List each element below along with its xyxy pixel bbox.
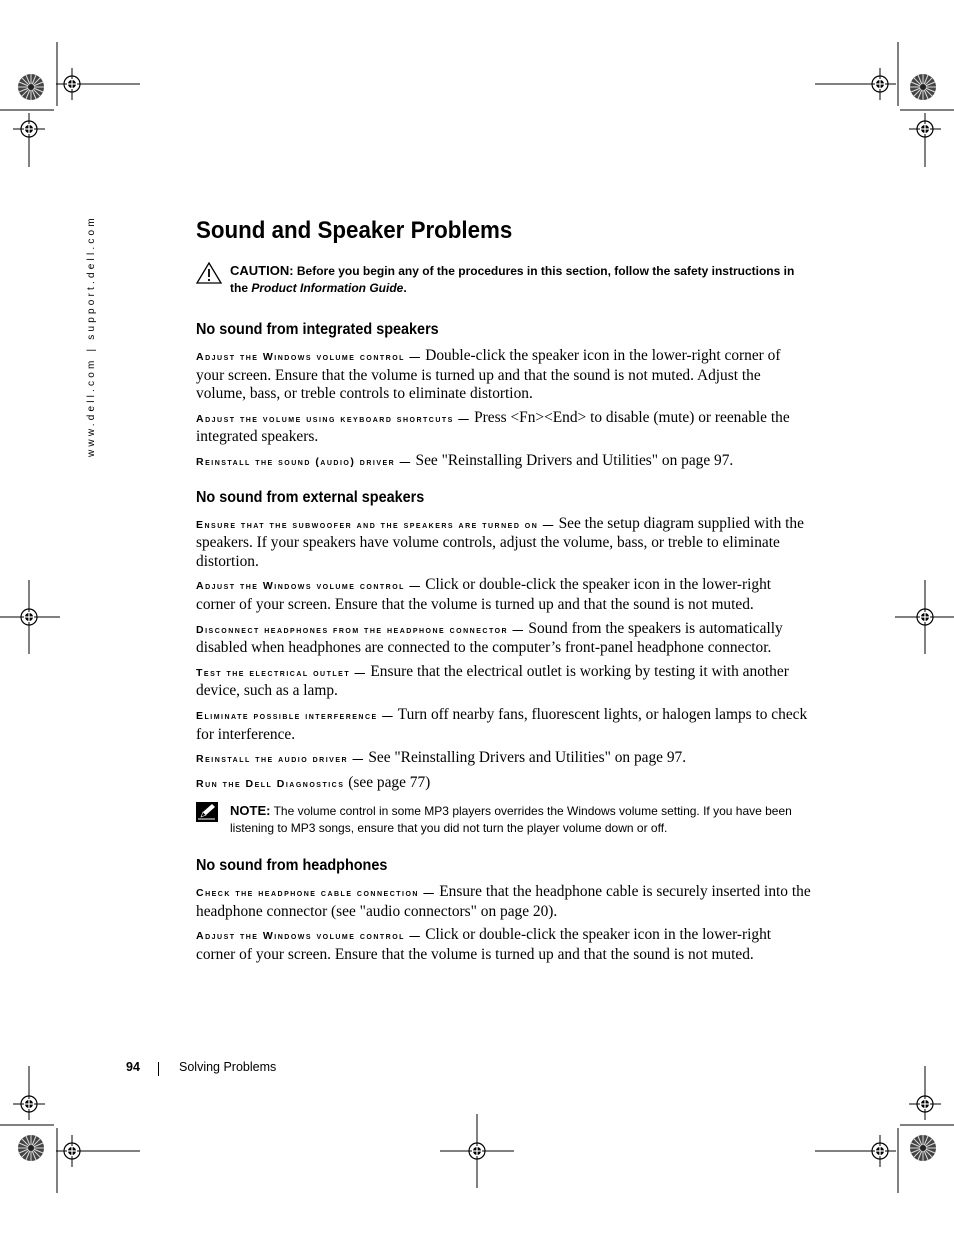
section-integrated-speakers xyxy=(196,320,812,472)
caution-end: . xyxy=(403,281,407,295)
item-lead: Adjust the volume using keyboard shortcuts — xyxy=(196,412,471,425)
item-lead: Eliminate possible interference — xyxy=(196,709,395,722)
item-text: Ensure that the headphone cable is securely inserted into the headphone connector (see "audio connectors" on page 20). xyxy=(196,883,811,920)
item-text: See "Reinstalling Drivers and Utilities" on page 97. xyxy=(415,451,734,469)
list-item xyxy=(196,409,812,447)
caution-text: Before you begin any of the procedures in this section, follow the safety instructions in the xyxy=(230,264,795,295)
item-lead: Run the Dell Diagnostics xyxy=(196,777,345,790)
list-item xyxy=(196,706,812,744)
section-heading: No sound from external speakers xyxy=(196,488,425,506)
footer-section-label: Solving Problems xyxy=(179,1060,277,1074)
item-lead: Ensure that the subwoofer and the speakers are turned on — xyxy=(196,518,555,531)
item-text: Press <Fn><End> to disable (mute) or reenable the integrated speakers. xyxy=(196,408,790,446)
main-content xyxy=(196,214,812,970)
list-item xyxy=(196,774,812,794)
list-item xyxy=(196,926,812,964)
item-lead: Adjust the Windows volume control — xyxy=(196,930,422,943)
list-item xyxy=(196,576,812,614)
item-text: Click or double-click the speaker icon in the lower-right corner of your screen. Ensure that the volume is turned up and that the sound is not muted. xyxy=(196,576,772,613)
page-title: Sound and Speaker Problems xyxy=(196,217,513,244)
item-lead: Disconnect headphones from the headphone connector — xyxy=(196,623,525,636)
item-text: Double-click the speaker icon in the lower-right corner of your screen. Ensure that the volume is turned up and that the sound is not muted. Adjust the volume, bass, or treble controls to eliminate distortion. xyxy=(196,347,781,403)
note-block xyxy=(196,802,812,837)
warning-triangle-icon xyxy=(196,262,222,289)
item-text: See "Reinstalling Drivers and Utilities" on page 97. xyxy=(368,749,687,767)
item-text: Click or double-click the speaker icon in the lower-right corner of your screen. Ensure that the volume is turned up and that the sound is not muted. xyxy=(196,926,772,964)
list-item xyxy=(196,749,812,769)
item-lead: Adjust the Windows volume control — xyxy=(196,580,422,593)
list-item xyxy=(196,620,812,658)
caution-label: CAUTION: xyxy=(230,263,294,278)
item-lead: Adjust the Windows volume control — xyxy=(196,351,422,363)
section-headphones xyxy=(196,856,812,964)
item-lead: Reinstall the sound (audio) driver — xyxy=(196,455,412,468)
section-heading: No sound from integrated speakers xyxy=(196,321,439,338)
footer-divider xyxy=(158,1062,159,1076)
item-text: Turn off nearby fans, fluorescent lights, or halogen lamps to check for interference. xyxy=(196,705,808,743)
page-number: 94 xyxy=(126,1060,140,1074)
item-text: See the setup diagram supplied with the speakers. If your speakers have volume controls, adjust the volume, bass, or treble to eliminate distortion. xyxy=(196,514,804,570)
sidebar-url-text: www.dell.com | support.dell.com xyxy=(86,215,97,457)
pencil-note-icon xyxy=(196,802,218,827)
item-text: Sound from the speakers is automatically disabled when headphones are connected to the computer’s front-panel headphone connector. xyxy=(196,619,783,657)
item-text: (see page 77) xyxy=(348,773,431,791)
item-text: Ensure that the electrical outlet is working by testing it with another device, such as a lamp. xyxy=(196,662,789,700)
item-lead: Test the electrical outlet — xyxy=(196,666,367,679)
note-label: NOTE: xyxy=(230,803,271,819)
section-heading: No sound from headphones xyxy=(196,857,388,875)
list-item xyxy=(196,452,812,472)
list-item xyxy=(196,663,812,701)
note-text: The volume control in some MP3 players overrides the Windows volume setting. If you have been listening to MP3 songs, ensure that you did not turn the player volume down or off. xyxy=(230,804,792,836)
list-item xyxy=(196,347,812,404)
caution-block xyxy=(196,262,812,297)
caution-guide: Product Information Guide xyxy=(251,281,404,295)
item-lead: Check the headphone cable connection — xyxy=(196,887,436,900)
section-external-speakers xyxy=(196,488,812,838)
sidebar-url xyxy=(86,215,100,465)
item-lead: Reinstall the audio driver — xyxy=(196,753,365,766)
list-item xyxy=(196,883,812,921)
list-item xyxy=(196,515,812,572)
